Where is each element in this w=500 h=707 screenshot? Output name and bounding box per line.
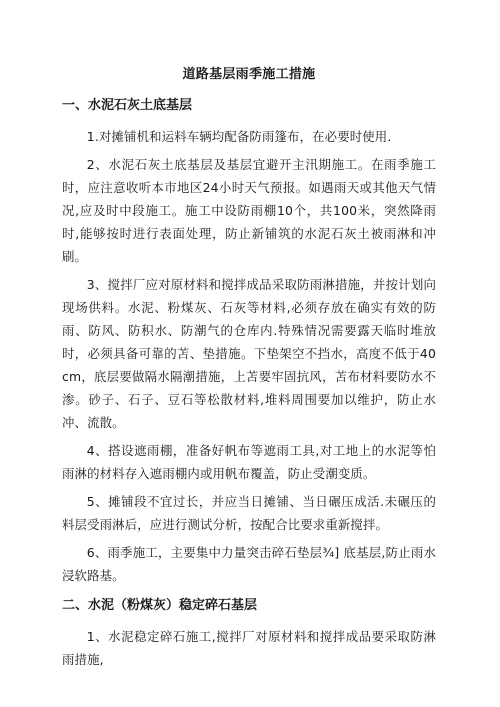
- paragraph-1-2: 2、水泥石灰土底基层及基层宜避开主汛期施工。在雨季施工时，应注意收听本市地区24小时天气预报。如遇雨天或其他天气情况,应及时中段施工。施工中设防雨棚10个，共100米，突然降雨时,能够按时进行表面处理，防止新铺筑的水泥石灰土被雨淋和冲刷。: [62, 157, 436, 264]
- paragraph-1-4: 4、搭设遮雨棚，准备好帆布等遮雨工具,对工地上的水泥等怕雨淋的材料存入遮雨棚内或用帆布覆盖，防止受潮变质。: [62, 443, 436, 481]
- paragraph-1-5: 5、摊铺段不宜过长，并应当日摊铺、当日碾压成活.未碾压的料层受雨淋后，应进行测试分析，按配合比要求重新搅拌。: [62, 494, 436, 532]
- document-title: 道路基层雨季施工措施: [182, 67, 316, 82]
- paragraph-1-1: 1.对摊铺机和运料车辆均配备防雨篷布，在必要时使用.: [86, 129, 392, 144]
- paragraph-1-3: 3、搅拌厂应对原材料和搅拌成品采取防雨淋措施，并按计划向现场供料。水泥、粉煤灰、石灰等材料,必须存放在确实有效的防雨、防风、防积水、防潮气的仓库内.特殊情况需要露天临时堆放时，必须具备可靠的苫、垫措施。下垫架空不挡水，高度不低于40cm，底层要做隔水隔潮措施，上苫要牢固抗风，苫布材料要防水不渗。砂子、石子、豆石等松散材料,堆料周围要加以维护，防止水冲、流散。: [62, 277, 436, 430]
- section-heading-2: 二、水泥（粉煤灰）稳定碎石基层: [62, 598, 258, 613]
- paragraph-1-6: 6、雨季施工，主要集中力量突击碎石垫层¾] 底基层,防止雨水浸软路基。: [62, 545, 436, 583]
- paragraph-2-1: 1、水泥稳定碎石施工,搅拌厂对原材料和搅拌成品要采取防淋雨措施,: [62, 629, 436, 667]
- section-heading-1: 一、水泥石灰土底基层: [62, 98, 193, 113]
